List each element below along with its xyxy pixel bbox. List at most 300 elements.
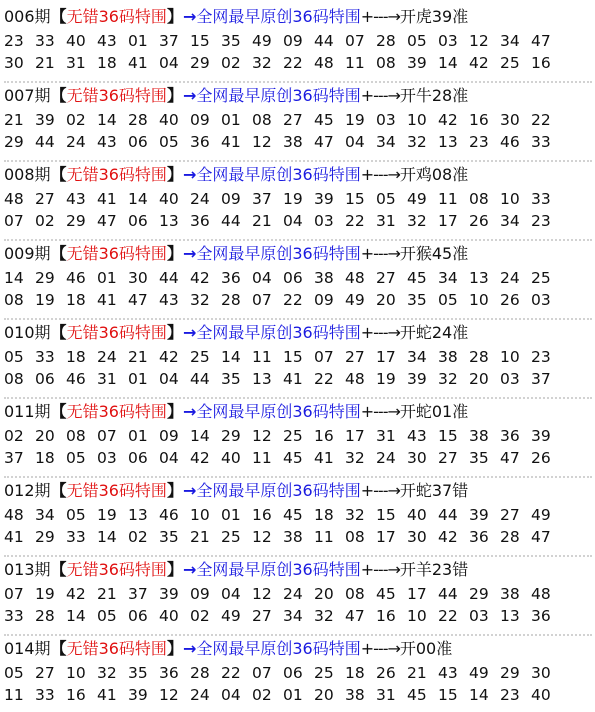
number-cell: 41 xyxy=(4,528,24,546)
number-cell: 38 xyxy=(283,133,303,151)
number-cell: 24 xyxy=(190,686,210,704)
number-cell: 42 xyxy=(66,585,86,603)
number-cell: 03 xyxy=(469,607,489,625)
number-cell: 33 xyxy=(35,32,55,50)
blue-title: 全网最早原创36码特围 xyxy=(196,165,361,184)
number-cell: 24 xyxy=(66,133,86,151)
number-cell: 14 xyxy=(190,427,210,445)
number-cell: 08 xyxy=(469,190,489,208)
number-cell: 32 xyxy=(407,133,427,151)
number-cell: 21 xyxy=(252,212,272,230)
number-cell: 29 xyxy=(35,269,55,287)
number-cell: 44 xyxy=(438,506,458,524)
number-cell: 41 xyxy=(283,370,303,388)
number-cell: 05 xyxy=(4,348,24,366)
number-cell: 22 xyxy=(283,54,303,72)
number-cell: 32 xyxy=(438,370,458,388)
number-cell: 12 xyxy=(159,686,179,704)
number-cell: 02 xyxy=(66,111,86,129)
period-header xyxy=(4,162,592,188)
number-cell: 47 xyxy=(531,528,551,546)
number-cell: 09 xyxy=(190,585,210,603)
number-cell: 45 xyxy=(376,585,396,603)
number-cell: 02 xyxy=(128,528,148,546)
number-row xyxy=(4,346,592,368)
number-cell: 19 xyxy=(97,506,117,524)
number-cell: 36 xyxy=(500,427,520,445)
number-cell: 40 xyxy=(531,686,551,704)
number-cell: 07 xyxy=(252,664,272,682)
period-block xyxy=(4,397,592,475)
number-cell: 24 xyxy=(190,190,210,208)
period-number: 012期 xyxy=(4,481,51,500)
red-title: 无错36码特围 xyxy=(66,481,167,500)
number-cell: 15 xyxy=(345,190,365,208)
number-cell: 39 xyxy=(314,190,334,208)
number-cell: 10 xyxy=(190,506,210,524)
blue-title: 全网最早原创36码特围 xyxy=(196,560,361,579)
number-cell: 13 xyxy=(159,212,179,230)
number-cell: 32 xyxy=(345,506,365,524)
number-cell: 45 xyxy=(283,449,303,467)
red-title: 无错36码特围 xyxy=(66,165,167,184)
number-cell: 41 xyxy=(97,291,117,309)
number-cell: 23 xyxy=(500,686,520,704)
number-cell: 22 xyxy=(345,212,365,230)
number-cell: 15 xyxy=(283,348,303,366)
number-row xyxy=(4,526,592,548)
number-cell: 39 xyxy=(407,54,427,72)
number-row xyxy=(4,504,592,526)
number-cell: 39 xyxy=(159,585,179,603)
number-cell: 35 xyxy=(128,664,148,682)
number-cell: 14 xyxy=(4,269,24,287)
number-row xyxy=(4,210,592,232)
period-block xyxy=(4,160,592,238)
red-title: 无错36码特围 xyxy=(66,244,167,263)
number-cell: 42 xyxy=(469,54,489,72)
red-title: 无错36码特围 xyxy=(66,86,167,105)
number-cell: 45 xyxy=(283,506,303,524)
bracket-right: 】 xyxy=(166,7,183,26)
number-cell: 35 xyxy=(221,32,241,50)
number-cell: 16 xyxy=(531,54,551,72)
number-cell: 13 xyxy=(469,269,489,287)
number-cell: 48 xyxy=(314,54,334,72)
number-cell: 02 xyxy=(252,686,272,704)
number-cell: 16 xyxy=(66,686,86,704)
number-cell: 26 xyxy=(500,291,520,309)
number-cell: 19 xyxy=(35,585,55,603)
bracket-left: 【 xyxy=(50,481,67,500)
number-cell: 32 xyxy=(314,607,334,625)
number-row xyxy=(4,267,592,289)
number-cell: 30 xyxy=(500,111,520,129)
number-cell: 45 xyxy=(314,111,334,129)
number-cell: 46 xyxy=(66,370,86,388)
number-cell: 21 xyxy=(4,111,24,129)
bracket-left: 【 xyxy=(50,244,67,263)
number-cell: 38 xyxy=(283,528,303,546)
number-cell: 16 xyxy=(376,607,396,625)
number-cell: 20 xyxy=(35,427,55,445)
number-cell: 02 xyxy=(35,212,55,230)
number-cell: 16 xyxy=(314,427,334,445)
number-row xyxy=(4,583,592,605)
number-cell: 20 xyxy=(376,291,396,309)
number-cell: 32 xyxy=(252,54,272,72)
period-header xyxy=(4,478,592,504)
dash-arrow: +---→ xyxy=(360,244,400,263)
number-cell: 27 xyxy=(252,607,272,625)
number-cell: 21 xyxy=(407,664,427,682)
number-cell: 21 xyxy=(97,585,117,603)
number-cell: 18 xyxy=(97,54,117,72)
number-cell: 39 xyxy=(35,111,55,129)
number-cell: 06 xyxy=(283,664,303,682)
number-cell: 31 xyxy=(97,370,117,388)
number-cell: 07 xyxy=(314,348,334,366)
number-cell: 30 xyxy=(531,664,551,682)
number-cell: 30 xyxy=(4,54,24,72)
number-row xyxy=(4,30,592,52)
number-cell: 40 xyxy=(221,449,241,467)
dash-arrow: +---→ xyxy=(360,323,400,342)
number-cell: 27 xyxy=(283,111,303,129)
bracket-left: 【 xyxy=(50,402,67,421)
number-cell: 32 xyxy=(97,664,117,682)
number-cell: 34 xyxy=(35,506,55,524)
number-row xyxy=(4,662,592,684)
number-cell: 10 xyxy=(469,291,489,309)
number-cell: 43 xyxy=(438,664,458,682)
number-cell: 20 xyxy=(314,686,334,704)
number-cell: 34 xyxy=(407,348,427,366)
number-cell: 04 xyxy=(159,370,179,388)
number-cell: 31 xyxy=(376,212,396,230)
result-text: 开羊23错 xyxy=(399,560,469,579)
arrow-icon: → xyxy=(182,86,197,105)
number-cell: 06 xyxy=(128,449,148,467)
number-cell: 27 xyxy=(35,190,55,208)
number-cell: 31 xyxy=(66,54,86,72)
number-cell: 01 xyxy=(221,506,241,524)
number-cell: 04 xyxy=(283,212,303,230)
number-cell: 22 xyxy=(314,370,334,388)
arrow-icon: → xyxy=(182,402,197,421)
number-cell: 07 xyxy=(97,427,117,445)
number-cell: 09 xyxy=(314,291,334,309)
red-title: 无错36码特围 xyxy=(66,323,167,342)
number-cell: 36 xyxy=(469,528,489,546)
period-number: 006期 xyxy=(4,7,51,26)
number-cell: 33 xyxy=(35,686,55,704)
number-cell: 37 xyxy=(531,370,551,388)
number-cell: 31 xyxy=(376,427,396,445)
period-block xyxy=(4,239,592,317)
blue-title: 全网最早原创36码特围 xyxy=(196,639,361,658)
number-cell: 05 xyxy=(66,506,86,524)
number-cell: 03 xyxy=(314,212,334,230)
period-header xyxy=(4,320,592,346)
number-cell: 37 xyxy=(4,449,24,467)
number-cell: 23 xyxy=(531,212,551,230)
red-title: 无错36码特围 xyxy=(66,639,167,658)
number-cell: 04 xyxy=(221,585,241,603)
number-cell: 15 xyxy=(438,427,458,445)
period-number: 007期 xyxy=(4,86,51,105)
number-cell: 15 xyxy=(376,506,396,524)
number-cell: 47 xyxy=(531,32,551,50)
number-cell: 22 xyxy=(221,664,241,682)
number-cell: 24 xyxy=(500,269,520,287)
number-cell: 28 xyxy=(376,32,396,50)
number-cell: 43 xyxy=(66,190,86,208)
number-row xyxy=(4,289,592,311)
number-cell: 23 xyxy=(4,32,24,50)
period-block xyxy=(4,4,592,80)
blue-title: 全网最早原创36码特围 xyxy=(196,402,361,421)
bracket-left: 【 xyxy=(50,86,67,105)
number-cell: 02 xyxy=(221,54,241,72)
number-cell: 41 xyxy=(97,686,117,704)
number-cell: 41 xyxy=(314,449,334,467)
period-header xyxy=(4,399,592,425)
number-cell: 28 xyxy=(469,348,489,366)
number-cell: 49 xyxy=(252,32,272,50)
blue-title: 全网最早原创36码特围 xyxy=(196,7,361,26)
number-cell: 26 xyxy=(531,449,551,467)
number-cell: 41 xyxy=(128,54,148,72)
number-cell: 32 xyxy=(190,291,210,309)
number-cell: 05 xyxy=(438,291,458,309)
number-cell: 14 xyxy=(97,111,117,129)
number-cell: 44 xyxy=(314,32,334,50)
bracket-right: 】 xyxy=(166,165,183,184)
number-cell: 28 xyxy=(35,607,55,625)
number-cell: 29 xyxy=(221,427,241,445)
number-cell: 22 xyxy=(531,111,551,129)
number-cell: 44 xyxy=(438,585,458,603)
number-row xyxy=(4,188,592,210)
number-cell: 48 xyxy=(4,506,24,524)
number-cell: 12 xyxy=(252,528,272,546)
number-cell: 38 xyxy=(314,269,334,287)
number-cell: 10 xyxy=(407,111,427,129)
number-row xyxy=(4,131,592,153)
number-cell: 01 xyxy=(128,370,148,388)
bracket-right: 】 xyxy=(166,244,183,263)
number-cell: 05 xyxy=(66,449,86,467)
number-cell: 14 xyxy=(97,528,117,546)
number-cell: 38 xyxy=(500,585,520,603)
number-cell: 11 xyxy=(345,54,365,72)
number-cell: 46 xyxy=(66,269,86,287)
number-cell: 42 xyxy=(159,348,179,366)
number-row xyxy=(4,447,592,469)
number-cell: 47 xyxy=(97,212,117,230)
number-cell: 49 xyxy=(407,190,427,208)
number-cell: 05 xyxy=(4,664,24,682)
number-cell: 12 xyxy=(469,32,489,50)
dash-arrow: +---→ xyxy=(360,86,400,105)
number-cell: 37 xyxy=(128,585,148,603)
bracket-left: 【 xyxy=(50,165,67,184)
number-cell: 40 xyxy=(159,190,179,208)
number-cell: 11 xyxy=(4,686,24,704)
number-cell: 27 xyxy=(35,664,55,682)
number-cell: 24 xyxy=(283,585,303,603)
number-cell: 36 xyxy=(159,664,179,682)
number-cell: 29 xyxy=(500,664,520,682)
number-cell: 05 xyxy=(407,32,427,50)
number-cell: 21 xyxy=(128,348,148,366)
arrow-icon: → xyxy=(182,244,197,263)
number-cell: 43 xyxy=(159,291,179,309)
number-cell: 42 xyxy=(190,269,210,287)
number-cell: 05 xyxy=(159,133,179,151)
number-cell: 08 xyxy=(4,370,24,388)
period-block xyxy=(4,81,592,159)
number-cell: 14 xyxy=(221,348,241,366)
number-cell: 12 xyxy=(252,427,272,445)
number-cell: 47 xyxy=(500,449,520,467)
number-cell: 01 xyxy=(128,32,148,50)
number-cell: 25 xyxy=(283,427,303,445)
dash-arrow: +---→ xyxy=(360,560,400,579)
number-cell: 46 xyxy=(500,133,520,151)
number-cell: 07 xyxy=(252,291,272,309)
number-cell: 10 xyxy=(500,190,520,208)
blue-title: 全网最早原创36码特围 xyxy=(196,244,361,263)
arrow-icon: → xyxy=(182,7,197,26)
period-number: 011期 xyxy=(4,402,51,421)
number-cell: 09 xyxy=(190,111,210,129)
period-number: 009期 xyxy=(4,244,51,263)
number-cell: 25 xyxy=(221,528,241,546)
number-cell: 04 xyxy=(345,133,365,151)
bracket-right: 】 xyxy=(166,86,183,105)
number-cell: 44 xyxy=(35,133,55,151)
number-cell: 13 xyxy=(438,133,458,151)
period-number: 014期 xyxy=(4,639,51,658)
number-row xyxy=(4,52,592,74)
bracket-right: 】 xyxy=(166,639,183,658)
number-cell: 20 xyxy=(469,370,489,388)
number-cell: 17 xyxy=(345,427,365,445)
number-cell: 06 xyxy=(128,607,148,625)
number-cell: 38 xyxy=(438,348,458,366)
period-number: 008期 xyxy=(4,165,51,184)
number-cell: 03 xyxy=(376,111,396,129)
number-cell: 11 xyxy=(252,348,272,366)
number-cell: 27 xyxy=(376,269,396,287)
period-header xyxy=(4,83,592,109)
number-cell: 39 xyxy=(407,370,427,388)
number-cell: 01 xyxy=(221,111,241,129)
number-cell: 10 xyxy=(66,664,86,682)
number-cell: 06 xyxy=(283,269,303,287)
number-cell: 07 xyxy=(4,585,24,603)
number-cell: 49 xyxy=(345,291,365,309)
number-cell: 47 xyxy=(314,133,334,151)
number-cell: 04 xyxy=(221,686,241,704)
number-cell: 28 xyxy=(190,664,210,682)
number-cell: 04 xyxy=(159,54,179,72)
number-cell: 14 xyxy=(66,607,86,625)
arrow-icon: → xyxy=(182,560,197,579)
number-cell: 24 xyxy=(97,348,117,366)
number-cell: 01 xyxy=(283,686,303,704)
number-cell: 19 xyxy=(376,370,396,388)
number-cell: 27 xyxy=(438,449,458,467)
number-cell: 39 xyxy=(128,686,148,704)
number-cell: 34 xyxy=(500,212,520,230)
number-cell: 42 xyxy=(438,111,458,129)
blue-title: 全网最早原创36码特围 xyxy=(196,481,361,500)
number-cell: 13 xyxy=(500,607,520,625)
dash-arrow: +---→ xyxy=(360,402,400,421)
number-cell: 15 xyxy=(190,32,210,50)
number-cell: 14 xyxy=(438,54,458,72)
number-cell: 01 xyxy=(97,269,117,287)
result-text: 开牛28准 xyxy=(399,86,469,105)
number-cell: 03 xyxy=(500,370,520,388)
number-row xyxy=(4,425,592,447)
result-text: 开00准 xyxy=(399,639,453,658)
number-cell: 25 xyxy=(190,348,210,366)
number-cell: 16 xyxy=(469,111,489,129)
number-cell: 22 xyxy=(438,607,458,625)
dash-arrow: +---→ xyxy=(360,481,400,500)
number-cell: 33 xyxy=(35,348,55,366)
number-cell: 20 xyxy=(314,585,334,603)
number-cell: 33 xyxy=(531,133,551,151)
number-cell: 28 xyxy=(500,528,520,546)
number-cell: 10 xyxy=(407,607,427,625)
period-block xyxy=(4,476,592,554)
number-cell: 05 xyxy=(376,190,396,208)
number-cell: 30 xyxy=(407,528,427,546)
bracket-right: 】 xyxy=(166,323,183,342)
number-cell: 47 xyxy=(345,607,365,625)
bracket-right: 】 xyxy=(166,481,183,500)
number-cell: 24 xyxy=(376,449,396,467)
number-cell: 35 xyxy=(159,528,179,546)
number-cell: 10 xyxy=(500,348,520,366)
number-cell: 16 xyxy=(252,506,272,524)
number-cell: 18 xyxy=(314,506,334,524)
number-cell: 18 xyxy=(345,664,365,682)
number-cell: 33 xyxy=(4,607,24,625)
number-cell: 36 xyxy=(531,607,551,625)
red-title: 无错36码特围 xyxy=(66,402,167,421)
period-header xyxy=(4,557,592,583)
number-cell: 03 xyxy=(531,291,551,309)
bracket-right: 】 xyxy=(166,402,183,421)
result-text: 开鸡08准 xyxy=(399,165,469,184)
number-cell: 40 xyxy=(66,32,86,50)
number-cell: 40 xyxy=(159,111,179,129)
number-cell: 39 xyxy=(531,427,551,445)
arrow-icon: → xyxy=(182,165,197,184)
arrow-icon: → xyxy=(182,481,197,500)
number-cell: 19 xyxy=(35,291,55,309)
dash-arrow: +---→ xyxy=(360,7,400,26)
number-cell: 48 xyxy=(345,370,365,388)
number-cell: 03 xyxy=(97,449,117,467)
number-cell: 14 xyxy=(469,686,489,704)
